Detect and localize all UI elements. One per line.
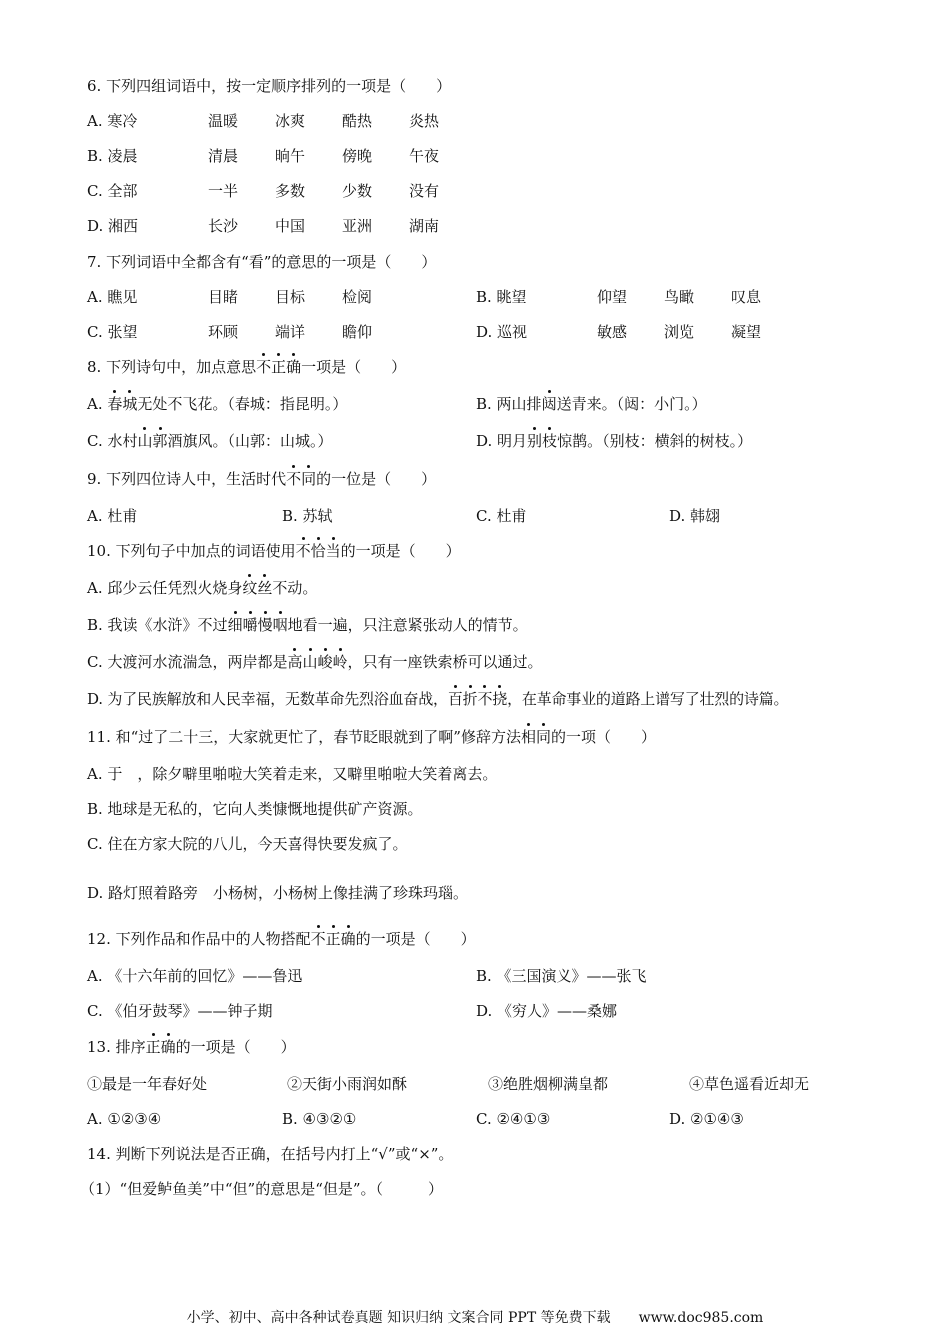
- q7-option-d: D. 巡视: [476, 323, 528, 341]
- q8-option-c: C. 水村山郭酒旗风。（山郭：山城。）: [87, 432, 333, 450]
- q12-option-b: B. 《三国演义》——张飞: [476, 967, 647, 985]
- q8-stem: 8. 下列诗句中，加点意思不正确一项是（ ）: [87, 358, 407, 376]
- q6-option-b: B. 凌晨 清晨 晌午 傍晚 午夜: [87, 147, 440, 165]
- q11-stem: 11. 和“过了二十三，大家就更忙了，春节眨眼就到了啊”修辞方法相同的一项（ ）: [87, 728, 657, 746]
- q13-option-c: C. ②④①③: [476, 1110, 551, 1128]
- q8-options-cd: [0, 431, 950, 451]
- q12-options-ab: [0, 966, 950, 986]
- q7-stem: 7. 下列词语中全都含有“看”的意思的一项是（ ）: [87, 253, 437, 271]
- q12-options-cd: [0, 1001, 950, 1021]
- q8-option-d: D. 明月别枝惊鹊。（别枝：横斜的树枝。）: [476, 432, 753, 450]
- q12-stem: 12. 下列作品和作品中的人物搭配不正确的一项是（ ）: [87, 930, 476, 948]
- q10-option-a: A. 邱少云任凭烈火烧身纹丝不动。: [87, 579, 318, 597]
- q13-options: [0, 1109, 950, 1129]
- q12-option-c: C. 《伯牙鼓琴》——钟子期: [87, 1002, 273, 1020]
- q11-option-d: D. 路灯照着路旁 小杨树，小杨树上像挂满了珍珠玛瑙。: [87, 884, 469, 902]
- q13-option-b: B. ④③②①: [282, 1110, 357, 1128]
- q10-option-b: B. 我读《水浒》不过细嚼慢咽地看一遍，只注意紧张动人的情节。: [87, 616, 528, 634]
- q6-option-d: D. 湘西 长沙 中国 亚洲 湖南: [87, 217, 440, 235]
- q12-option-d: D. 《穷人》——桑娜: [476, 1002, 618, 1020]
- poem-line: ②天街小雨润如酥: [287, 1075, 408, 1093]
- q14-item-1: （1）“但爱鲈鱼美”中“但”的意思是“但是”。（ ）: [80, 1180, 444, 1198]
- poem-line: ④草色遥看近却无: [689, 1075, 810, 1093]
- q14-stem: 14. 判断下列说法是否正确，在括号内打上“√”或“×”。: [87, 1145, 454, 1163]
- q8-option-a: A. 春城无处不飞花。（春城：指昆明。）: [87, 395, 348, 413]
- q8-options-ab: [0, 394, 950, 414]
- q9-option-b: B. 苏轼: [282, 507, 333, 525]
- q7-option-a: A. 瞧见: [87, 288, 138, 306]
- q9-options: [0, 506, 950, 526]
- q10-option-c: C. 大渡河水流湍急，两岸都是高山峻岭，只有一座铁索桥可以通过。: [87, 653, 543, 671]
- q9-stem: 9. 下列四位诗人中，生活时代不同的一位是（ ）: [87, 470, 437, 488]
- q11-option-c: C. 住在方家大院的八儿，今天喜得快要发疯了。: [87, 835, 408, 853]
- q13-option-d: D. ②①④③: [669, 1110, 744, 1128]
- q11-option-b: B. 地球是无私的，它向人类慷慨地提供矿产资源。: [87, 800, 423, 818]
- q8-option-b: B. 两山排闼送青来。（闼：小门。）: [476, 395, 707, 413]
- q6-stem: 6. 下列四组词语中，按一定顺序排列的一项是（ ）: [87, 77, 452, 95]
- q12-option-a: A. 《十六年前的回忆》——鲁迅: [87, 967, 303, 985]
- q13-poem-lines: [0, 1074, 950, 1094]
- q7-option-b: B. 眺望: [476, 288, 527, 306]
- q9-option-c: C. 杜甫: [476, 507, 527, 525]
- q6-option-a: A. 寒冷 温暖 冰爽 酷热 炎热: [87, 112, 440, 130]
- poem-line: ①最是一年春好处: [87, 1075, 208, 1093]
- q11-option-a: A. 于 ，除夕噼里啪啦大笑着走来，又噼里啪啦大笑着离去。: [87, 765, 498, 783]
- q9-option-a: A. 杜甫: [87, 507, 138, 525]
- q7-options-ab: A. 瞧见 目睹 目标 检阅 B. 眺望 仰望 鸟瞰 叹息: [87, 288, 762, 306]
- q7-options-cd: C. 张望 环顾 端详 瞻仰 D. 巡视 敏感 浏览 凝望: [87, 323, 762, 341]
- page-footer: 小学、初中、高中各种试卷真题 知识归纳 文案合同 PPT 等免费下载 www.doc985.com: [186, 1310, 764, 1326]
- q10-stem: 10. 下列句子中加点的词语使用不恰当的一项是（ ）: [87, 542, 461, 560]
- q6-option-c: C. 全部 一半 多数 少数 没有: [87, 182, 440, 200]
- q7-option-c: C. 张望: [87, 323, 138, 341]
- q9-option-d: D. 韩翃: [669, 507, 721, 525]
- q13-stem: 13. 排序正确的一项是（ ）: [87, 1038, 296, 1056]
- poem-line: ③绝胜烟柳满皇都: [488, 1075, 609, 1093]
- q13-option-a: A. ①②③④: [87, 1110, 162, 1128]
- q10-option-d: D. 为了民族解放和人民幸福，无数革命先烈浴血奋战，百折不挠，在革命事业的道路上谱写了壮烈的诗篇。: [87, 690, 789, 708]
